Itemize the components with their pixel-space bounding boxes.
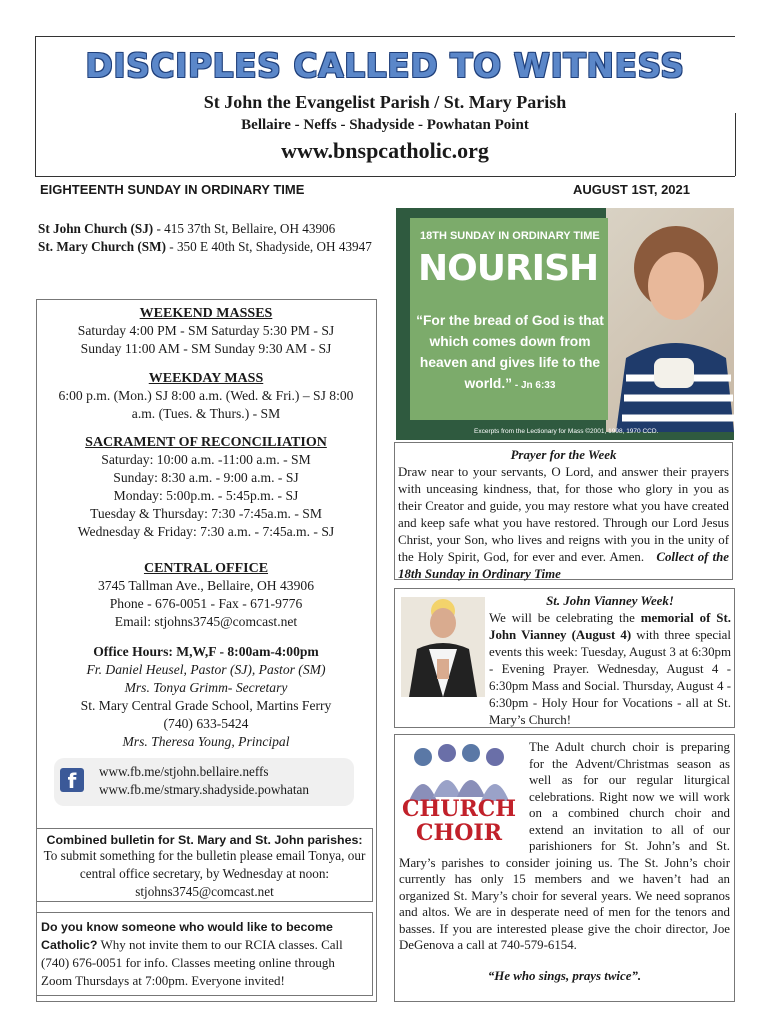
facebook-panel [54, 758, 354, 806]
lectionary-credit: Excerpts from the Lectionary for Mass ©2001, 1998, 1970 CCD. [474, 428, 659, 435]
vianney-box [394, 588, 735, 728]
bulletin-date: AUGUST 1ST, 2021 [572, 182, 690, 197]
weekend-masses-heading: WEEKEND MASSES [139, 306, 273, 321]
reconciliation-line: Sunday: 8:30 a.m. - 9:00 a.m. - SJ [113, 470, 299, 485]
sj-church-address: - 415 37th St, Bellaire, OH 43906 [153, 221, 336, 236]
central-office-heading: CENTRAL OFFICE [143, 561, 269, 576]
prayer-text [398, 464, 729, 583]
rcia-text: Why not invite them to our RCIA classes. Call (740) 676-0051 for info. Classes meeting online through Zoom Thursdays at 7:00pm. Everyone invited! [41, 937, 343, 988]
parish-towns: Bellaire - Neffs - Shadyside - Powhatan Point [241, 117, 529, 133]
header-rule [35, 176, 735, 177]
nourish-quote-text: “For the bread of God is that which comes down from heaven and gives life to the world.” [416, 313, 604, 391]
weekday-mass [37, 371, 375, 423]
smiling-woman-photo [606, 208, 734, 432]
nourish-graphic [396, 208, 734, 440]
sm-church-address: - 350 E 40th St, Shadyside, OH 43947 [165, 238, 372, 254]
weekday-mass-line: a.m. (Tues. & Thurs.) - SM [131, 406, 281, 421]
weekend-masses [37, 306, 375, 358]
prayer-box [394, 442, 733, 580]
bulletin-submission-heading: Combined bulletin for St. Mary and St. John parishes: [46, 833, 363, 847]
choir-quote: “He who sings, prays twice”. [487, 969, 642, 983]
nourish-quote-ref: - Jn 6:33 [512, 380, 556, 391]
office-email[interactable]: Email: stjohns3745@comcast.net [114, 614, 298, 629]
bulletin-submission-box [36, 828, 373, 902]
top-rule [35, 36, 735, 37]
school-phone: (740) 633-5424 [163, 716, 249, 731]
vianney-heading: St. John Vianney Week! [546, 594, 674, 608]
parish-names: St John the Evangelist Parish / St. Mary Parish [203, 92, 567, 112]
rcia-box [36, 912, 373, 996]
bulletin-title: DISCIPLES CALLED TO WITNESS [85, 46, 685, 85]
prayer-heading: Prayer for the Week [510, 448, 617, 462]
nourish-kicker: 18TH SUNDAY IN ORDINARY TIME [420, 230, 600, 242]
central-office [37, 561, 375, 751]
reconciliation-line: Monday: 5:00p.m. - 5:45p.m. - SJ [113, 488, 299, 503]
school-name: St. Mary Central Grade School, Martins Ferry [80, 698, 332, 713]
facebook-link-stjohn[interactable]: www.fb.me/stjohn.bellaire.neffs [99, 764, 269, 779]
facebook-link-stmary[interactable]: www.fb.me/stmary.shadyside.powhatan [99, 782, 309, 797]
prayer-body: Draw near to your servants, O Lord, and answer their prayers with unceasing kindness, that, for those who glory in you as their Creator and guide, you may restore what you have created and keep safe what you have restored. Through our Lord Jesus Christ, your Son, who lives and reigns with you in the unity of the Holy Spirit, God, for ever and ever. Amen. [398, 465, 729, 564]
liturgical-day: EIGHTEENTH SUNDAY IN ORDINARY TIME [40, 182, 305, 197]
reconciliation-line: Tuesday & Thursday: 7:30 -7:45a.m. - SM [90, 506, 322, 521]
choir-logo-line1: CHURCH [401, 796, 517, 822]
bulletin-submission-text: To submit something for the bulletin please email Tonya, our central office secretary, by Wednesday at noon: stjohns3745@comcast.net [43, 848, 366, 899]
choir-body: The Adult church choir is preparing for the Advent/Christmas season as well as for our regular liturgical celebrations. Right now we will work on a combined church choir and extend an invitation to all of our parishioners for St. John’s and St. Mary’s parishes to consider joining us. The St. John’s choir currently has only 15 members and we haven’t had an organized St. Mary’s choir for several years. We need sopranos and altos. We are in desperate need of men for the tenors and basses. If you are interested please give the choir director, Joe DeGenova a call at 740-579-6154. [399, 740, 730, 952]
nourish-word: NOURISH [418, 248, 599, 289]
sj-church-name: St John Church (SJ) [38, 221, 154, 236]
facebook-icon: f [60, 768, 84, 792]
choir-logo-line2: CHOIR [415, 820, 503, 846]
weekday-mass-heading: WEEKDAY MASS [148, 371, 264, 386]
pastor-name: Fr. Daniel Heusel, Pastor (SJ), Pastor (SM) [86, 662, 326, 677]
right-rule [735, 113, 736, 176]
reconciliation-line: Wednesday & Friday: 7:30 a.m. - 7:45a.m. - SJ [77, 524, 335, 539]
woman-silhouette-icon [606, 208, 734, 432]
church-addresses [38, 220, 378, 255]
choir-logo-spacer [399, 739, 529, 851]
vianney-intro: We will be celebrating the [489, 611, 641, 625]
prayer-collect: Collect of the 18th Sunday in Ordinary Time [398, 550, 729, 581]
weekend-masses-line: Saturday 4:00 PM - SM Saturday 5:30 PM - SJ [77, 323, 335, 338]
rcia-heading: Do you know someone who would like to become Catholic? [41, 920, 333, 952]
nourish-card [410, 218, 608, 420]
choir-text [399, 739, 730, 954]
choir-box [394, 734, 735, 1002]
sm-church-name: St. Mary Church (SM) [38, 238, 166, 254]
vianney-text [489, 593, 731, 729]
office-address: 3745 Tallman Ave., Bellaire, OH 43906 [97, 578, 314, 593]
vianney-body: with three special events this week: Tuesday, August 3 at 6:30pm - Evening Prayer. Wednesday, August 4 - 6:30pm Mass and Social. Thursday, August 4 - 6:30pm - Holy Hour for Vocations - all at St. Mary’s Church! [489, 628, 731, 727]
office-hours: Office Hours: M,W,F - 8:00am-4:00pm [93, 644, 319, 659]
weekend-masses-line: Sunday 11:00 AM - SM Sunday 9:30 AM - SJ [80, 341, 332, 356]
left-rule [35, 36, 36, 176]
principal-name: Mrs. Theresa Young, Principal [122, 734, 290, 749]
reconciliation-line: Saturday: 10:00 a.m. -11:00 a.m. - SM [101, 452, 311, 467]
vianney-memorial: memorial of St. John Vianney (August 4) [489, 611, 731, 642]
secretary-name: Mrs. Tonya Grimm- Secretary [124, 680, 288, 695]
reconciliation [37, 435, 375, 541]
reconciliation-heading: SACRAMENT OF RECONCILIATION [85, 435, 327, 450]
weekday-mass-line: 6:00 p.m. (Mon.) SJ 8:00 a.m. (Wed. & Fri.) – SJ 8:00 [58, 388, 354, 403]
nourish-quote [416, 310, 604, 396]
office-phone: Phone - 676-0051 - Fax - 671-9776 [109, 596, 303, 611]
website-link[interactable]: www.bnspcatholic.org [281, 138, 489, 163]
saint-portrait-icon [401, 597, 485, 697]
vianney-portrait [401, 597, 485, 697]
